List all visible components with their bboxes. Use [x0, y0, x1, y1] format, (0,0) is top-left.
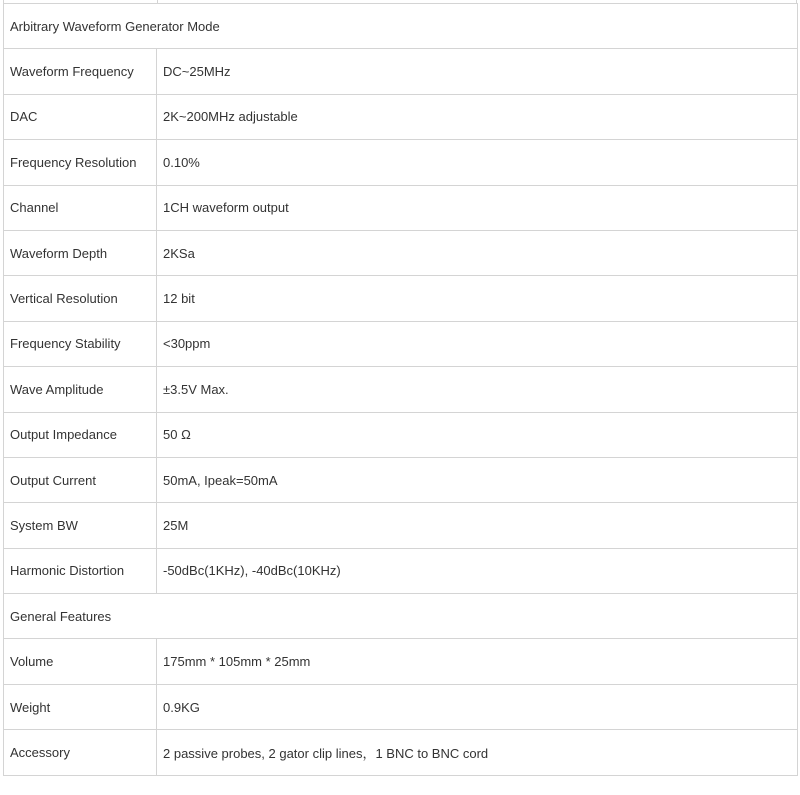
spec-value: 175mm * 105mm * 25mm — [157, 639, 798, 684]
table-row — [4, 49, 798, 94]
table-row — [4, 94, 798, 139]
spec-value: 1CH waveform output — [157, 185, 798, 230]
table-row — [4, 321, 798, 366]
spec-label: Accessory — [4, 730, 157, 775]
table-row — [4, 684, 798, 729]
spec-label: Volume — [4, 639, 157, 684]
table-row — [4, 457, 798, 502]
spec-label: Vertical Resolution — [4, 276, 157, 321]
spec-value: 12 bit — [157, 276, 798, 321]
table-row — [4, 639, 798, 684]
spec-value: 0.10% — [157, 140, 798, 185]
spec-value: 2KSa — [157, 230, 798, 275]
section-header-row — [4, 594, 798, 639]
table-row — [4, 503, 798, 548]
spec-value: 50mA, Ipeak=50mA — [157, 457, 798, 502]
table-row — [4, 276, 798, 321]
spec-value: 0.9KG — [157, 684, 798, 729]
table-row — [4, 230, 798, 275]
table-row — [4, 548, 798, 593]
section-heading: Arbitrary Waveform Generator Mode — [4, 4, 798, 49]
spec-label: Output Impedance — [4, 412, 157, 457]
table-row — [4, 367, 798, 412]
spec-label: Frequency Stability — [4, 321, 157, 366]
table-row — [4, 412, 798, 457]
spec-label: Wave Amplitude — [4, 367, 157, 412]
spec-label: Weight — [4, 684, 157, 729]
spec-value: -50dBc(1KHz), -40dBc(10KHz) — [157, 548, 798, 593]
spec-label: Channel — [4, 185, 157, 230]
spec-value: DC~25MHz — [157, 49, 798, 94]
spec-label: Waveform Frequency — [4, 49, 157, 94]
spec-label: System BW — [4, 503, 157, 548]
spec-value: 2K~200MHz adjustable — [157, 94, 798, 139]
table-row — [4, 730, 798, 775]
spec-label: Harmonic Distortion — [4, 548, 157, 593]
spec-value: 50 Ω — [157, 412, 798, 457]
spec-value: <30ppm — [157, 321, 798, 366]
spec-label: Frequency Resolution — [4, 140, 157, 185]
spec-label: DAC — [4, 94, 157, 139]
spec-value: 25M — [157, 503, 798, 548]
section-header-row — [4, 4, 798, 49]
table-row — [4, 140, 798, 185]
table-row — [4, 185, 798, 230]
spec-value: ±3.5V Max. — [157, 367, 798, 412]
section-heading: General Features — [4, 594, 798, 639]
spec-value: 2 passive probes, 2 gator clip lines，1 BNC to BNC cord — [157, 730, 798, 775]
spec-label: Output Current — [4, 457, 157, 502]
spec-label: Waveform Depth — [4, 230, 157, 275]
spec-table — [3, 3, 798, 776]
